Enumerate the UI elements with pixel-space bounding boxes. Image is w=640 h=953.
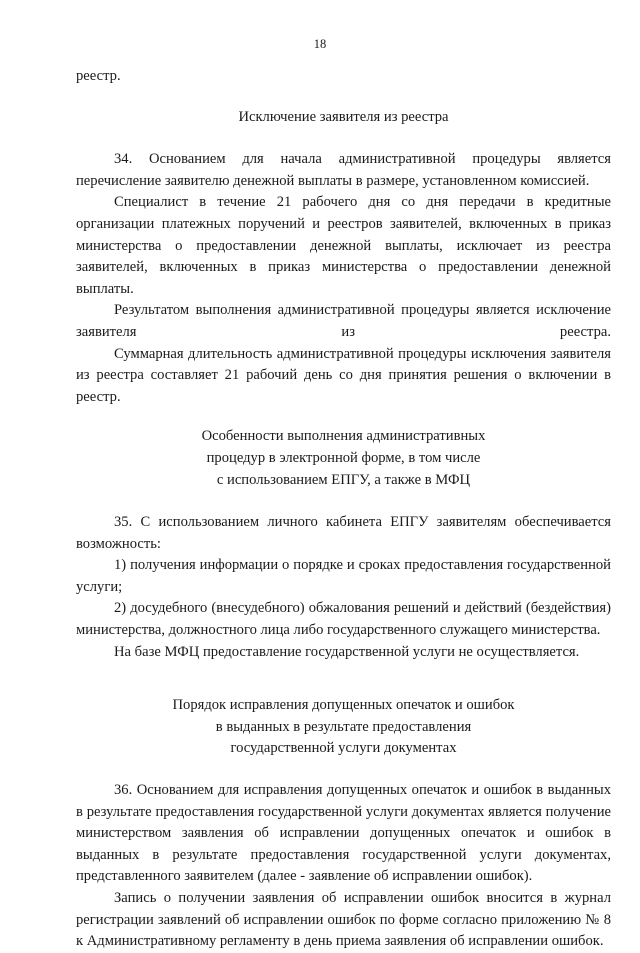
paragraph-34: 34. Основанием для начала административной процедуры является перечисление заявителю денежной выплаты в размере, установленном комиссией. — [76, 151, 611, 189]
heading-line: с использованием ЕПГУ, а также в МФЦ — [216, 471, 471, 488]
section-heading-corrections — [76, 695, 611, 760]
heading-line: государственной услуги документах — [230, 740, 457, 757]
paragraph-36: 36. Основанием для исправления допущенных опечаток и ошибок в выданных в результате предоставления государственной услуги документах является получение министерством заявления об исправлении допущенных опечаток и ошибок в выданных в результате предоставления государственной услуги документах, представленного заявителем (далее - заявление об исправлении ошибок). — [76, 782, 611, 885]
heading-line: в выданных в результате предоставления — [215, 718, 472, 735]
paragraph-35: 35. С использованием личного кабинета ЕПГУ заявителям обеспечивается возможность: — [76, 514, 611, 552]
page-number: 18 — [313, 37, 327, 51]
paragraph-35-mfc: На базе МФЦ предоставление государственной услуги не осуществляется. — [114, 643, 580, 660]
page-content — [76, 66, 611, 953]
section-heading-exclusion: Исключение заявителя из реестра — [238, 108, 449, 125]
section-heading-electronic — [76, 426, 611, 491]
heading-line: Особенности выполнения административных — [201, 428, 486, 445]
heading-line: Порядок исправления допущенных опечаток и ошибок — [172, 697, 515, 714]
paragraph-34-specialist: Специалист в течение 21 рабочего дня со дня передачи в кредитные организации платежных поручений и реестров заявителей, включенных в приказ министерства о предоставлении денежной выплаты, исключает из реестра заявителей, включенных в приказ министерства о предоставлении денежной выплаты. — [76, 194, 611, 297]
paragraph-continuation: реестр. — [76, 68, 121, 84]
paragraph-36-record: Запись о получении заявления об исправлении ошибок вносится в журнал регистрации заявлений об исправлении ошибок по форме согласно приложению № 8 к Административному регламенту в день приема заявления об исправлении ошибок. — [76, 890, 611, 950]
heading-line: процедур в электронной форме, в том числе — [206, 449, 481, 466]
paragraph-34-result: Результатом выполнения административной процедуры является исключение заявителя из реестра. — [76, 302, 611, 340]
paragraph-35-item-2: 2) досудебного (внесудебного) обжалования решений и действий (бездействия) министерства, должностного лица либо государственного служащего министерства. — [76, 600, 611, 639]
paragraph-35-item-1: 1) получения информации о порядке и сроках предоставления государственной услуги; — [76, 557, 611, 595]
paragraph-34-duration: Суммарная длительность административной процедуры исключения заявителя из реестра составляет 21 рабочий день со дня принятия решения о включении в реестр. — [76, 345, 611, 405]
